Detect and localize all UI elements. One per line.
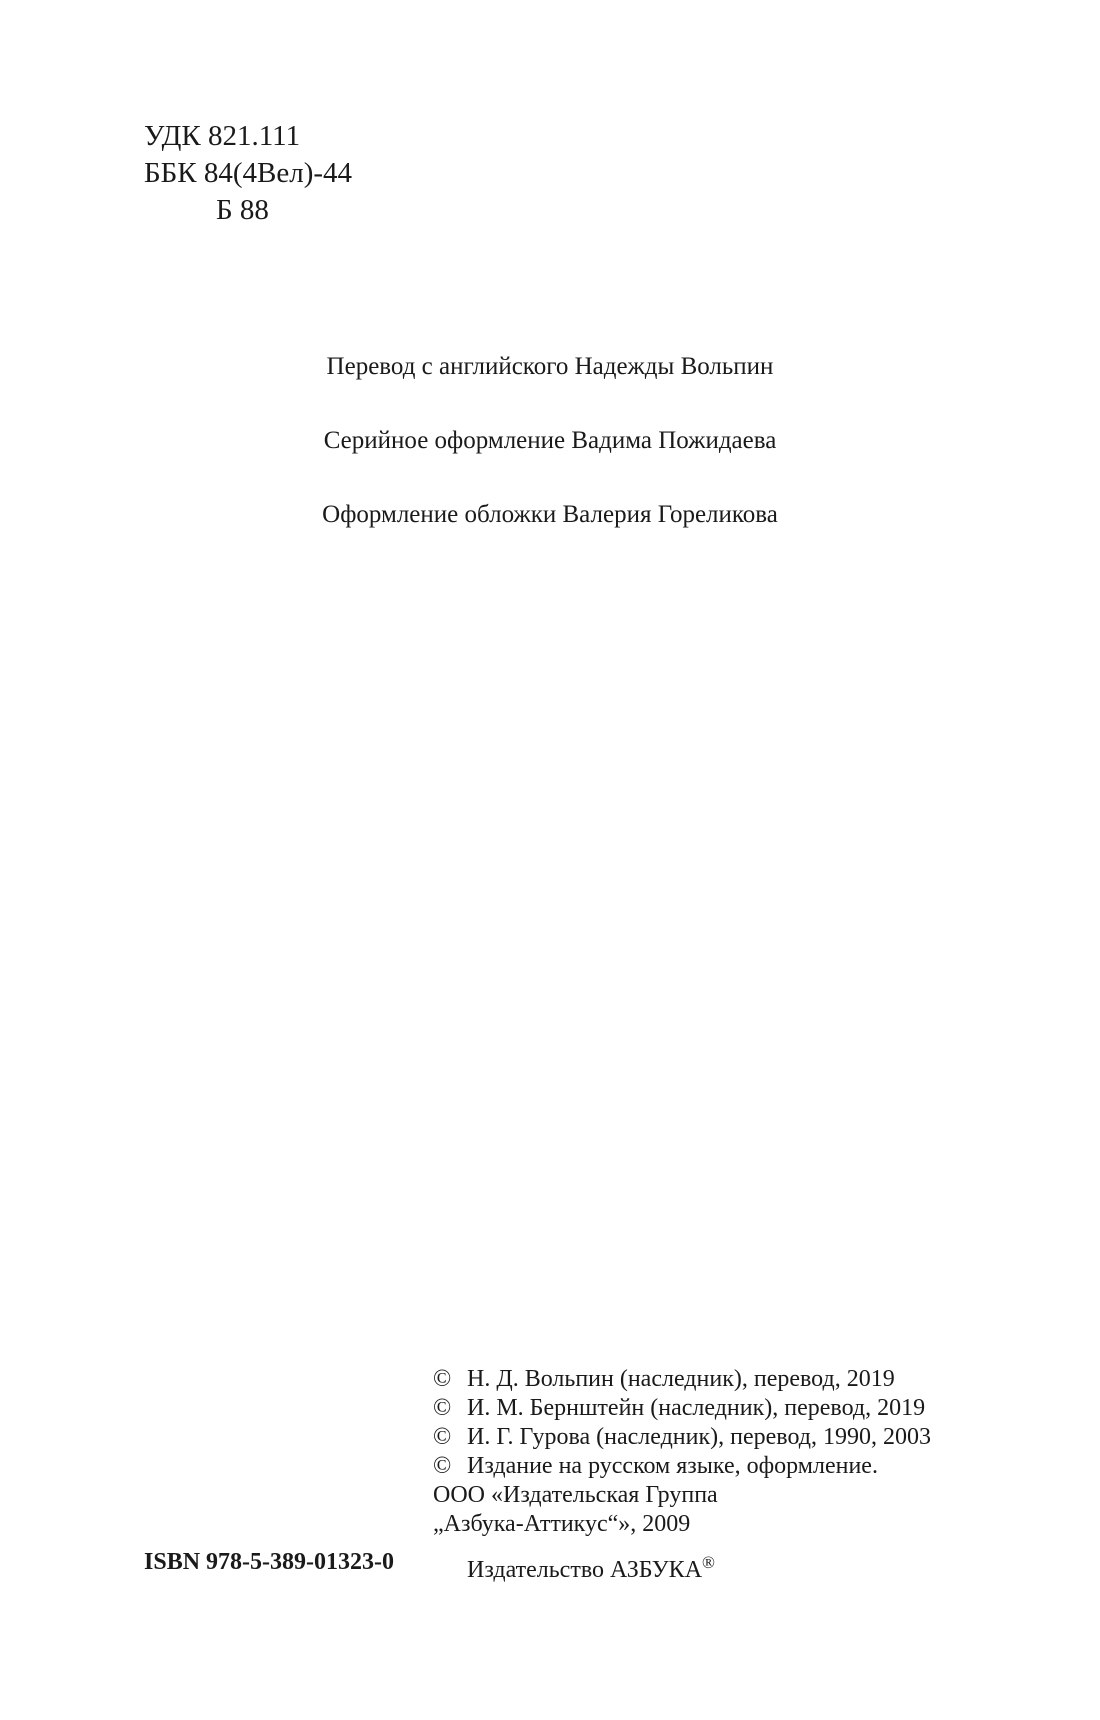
udk-code: УДК 821.111 xyxy=(144,120,301,152)
copyright-symbol: © xyxy=(433,1395,452,1421)
copyright-symbol: © xyxy=(433,1424,452,1450)
copyright-symbol: © xyxy=(433,1366,452,1392)
publisher-name-text: Издательство АЗБУКА xyxy=(467,1557,703,1583)
copyright-block xyxy=(433,1365,931,1539)
series-design-credit: Серийное оформление Вадима Пожидаева xyxy=(323,427,777,454)
cover-design-credit: Оформление обложки Валерия Гореликова xyxy=(322,501,778,528)
copyright-continuation: ООО «Издательская Группа xyxy=(433,1482,718,1508)
publisher-name xyxy=(467,1548,715,1585)
copyright-row xyxy=(433,1394,931,1423)
classification-block xyxy=(144,118,352,229)
isbn-number: ISBN 978-5-389-01323-0 xyxy=(144,1549,394,1575)
bbk-code: ББК 84(4Вел)-44 xyxy=(144,157,353,189)
translation-credit: Перевод с английского Надежды Вольпин xyxy=(326,353,774,380)
copyright-row xyxy=(433,1452,931,1481)
author-mark: Б 88 xyxy=(216,194,269,226)
registered-mark: ® xyxy=(702,1553,715,1572)
copyright-row xyxy=(433,1365,931,1394)
copyright-text: И. М. Бернштейн (наследник), перевод, 2019 xyxy=(467,1395,926,1421)
copyright-continuation: „Азбука-Аттикус“», 2009 xyxy=(433,1511,691,1537)
copyright-text: Издание на русском языке, оформление. xyxy=(467,1453,878,1479)
copyright-row xyxy=(433,1423,931,1452)
copyright-text: Н. Д. Вольпин (наследник), перевод, 2019 xyxy=(467,1366,895,1392)
copyright-text: И. Г. Гурова (наследник), перевод, 1990, 2003 xyxy=(467,1424,931,1450)
copyright-symbol: © xyxy=(433,1453,452,1479)
credits-block xyxy=(0,352,1100,574)
